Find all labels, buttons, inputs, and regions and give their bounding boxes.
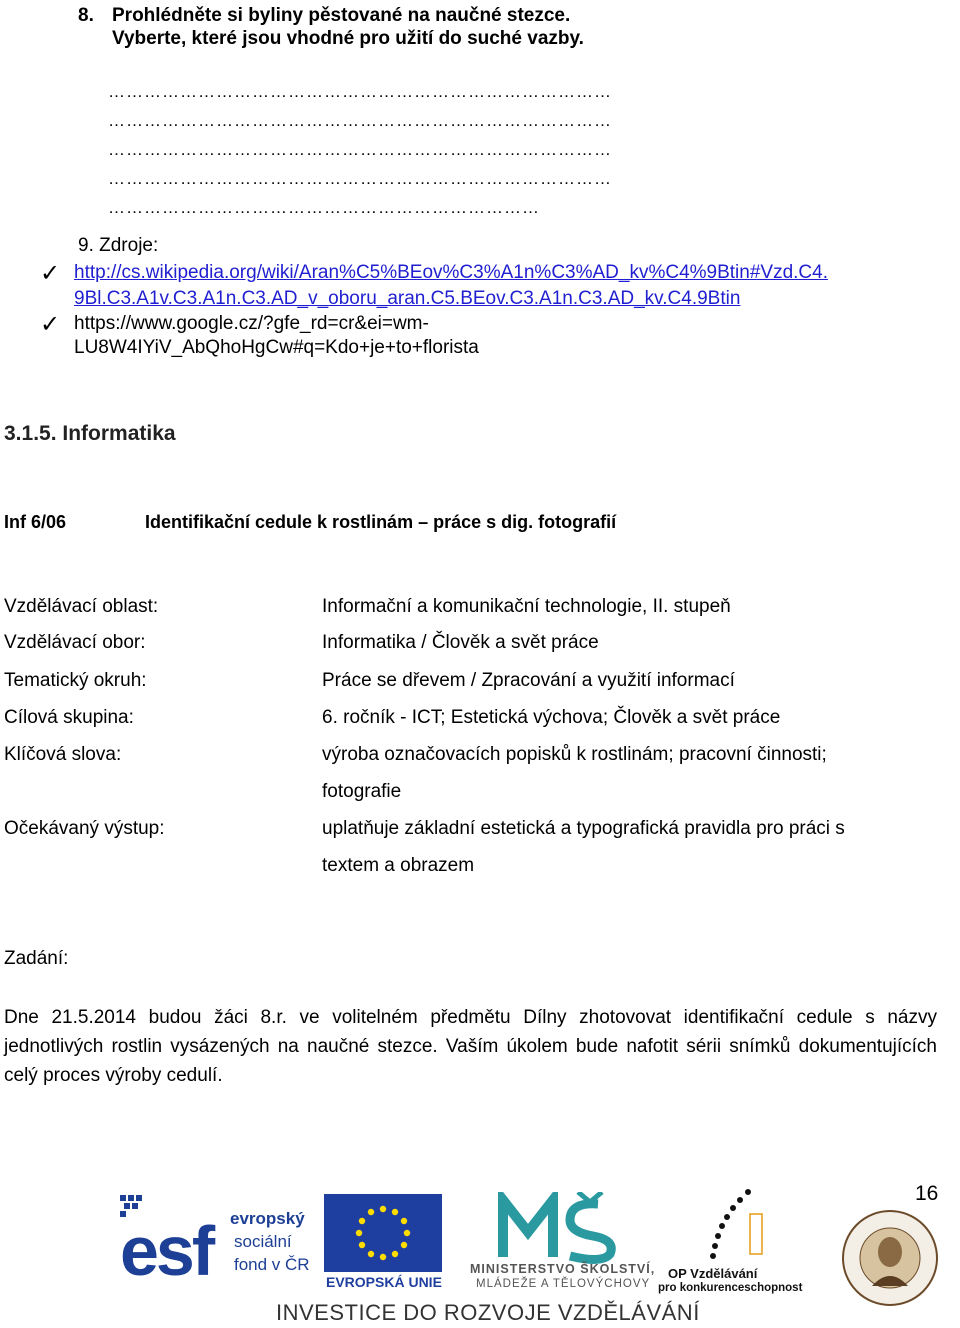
esf-logo <box>120 1195 320 1295</box>
esf-mark: esf <box>120 1212 213 1290</box>
meta-value-keywords: výroba označovacích popisků k rostlinám; pracovní činnosti; <box>322 744 827 765</box>
meta-value-expected-output-continued: textem a obrazem <box>322 855 475 876</box>
meta-value-keywords-continued: fotografie <box>322 781 402 802</box>
footer-slogan: INVESTICE DO ROZVOJE VZDĚLÁVÁNÍ <box>276 1300 700 1325</box>
esf-text-2: sociální <box>234 1232 292 1251</box>
eu-caption: EVROPSKÁ UNIE <box>326 1274 442 1290</box>
section-title: 3.1.5. Informatika <box>4 422 176 445</box>
check-icon: ✓ <box>40 311 61 338</box>
section-name: Identifikační cedule k rostlinám – práce s dig. fotografií <box>145 512 617 532</box>
check-icon: ✓ <box>40 260 61 287</box>
esf-text-3: fond v ČR <box>234 1255 310 1274</box>
meta-label-keywords: Klíčová slova: <box>4 744 122 765</box>
assignment-heading: Zadání: <box>4 948 69 969</box>
meta-label-expected-output: Očekávaný výstup: <box>4 818 165 839</box>
msmt-text-1: MINISTERSTVO ŠKOLSTVÍ, <box>470 1262 656 1276</box>
msmt-mark-icon <box>498 1192 628 1264</box>
sources-heading: 9. Zdroje: <box>78 235 159 256</box>
question-line-2: Vyberte, které jsou vhodné pro užití do suché vazby. <box>112 28 584 49</box>
source-link-1-continued[interactable]: 9Bl.C3.A1v.C3.A1n.C3.AD_v_oboru_aran.C5.BEov.C3.A1n.C3.AD_kv.C4.9Btin <box>74 288 741 309</box>
assignment-text: Dne 21.5.2014 budou žáci 8.r. ve volitelném předmětu Dílny zhotovovat identifikační cedule s názvy jednotlivých rostlin vysázených na naučné stezce. Vaším úkolem bude nafotit sérii snímků dokumentujících celý proces výroby cedulí. <box>4 1007 937 1086</box>
school-seal-icon <box>840 1208 940 1308</box>
op-text-1: OP Vzdělávání <box>668 1266 758 1281</box>
question-number: 8. <box>78 5 94 26</box>
meta-value-topic: Práce se dřevem / Zpracování a využití informací <box>322 670 735 691</box>
question-line-1: Prohlédněte si byliny pěstované na naučné stezce. <box>112 5 571 26</box>
source-link-2-continued[interactable]: LU8W4IYiV_AbQhoHgCw#q=Kdo+je+to+florista <box>74 337 479 358</box>
answer-dot-line: ………………………………………………………………………… <box>108 82 612 101</box>
answer-dot-line: ………………………………………………………………………… <box>108 140 612 159</box>
meta-value-target-group: 6. ročník - ICT; Estetická výchova; Člověk a svět práce <box>322 707 781 728</box>
meta-value-area: Informační a komunikační technologie, II. stupeň <box>322 596 731 617</box>
msmt-text-2: MLÁDEŽE A TĚLOVÝCHOVY <box>476 1278 651 1290</box>
source-link-1[interactable]: http://cs.wikipedia.org/wiki/Aran%C5%BEov%C3%A1n%C3%AD_kv%C4%9Btin#Vzd.C4. <box>74 262 828 283</box>
meta-value-expected-output: uplatňuje základní estetická a typografická pravidla pro práci s <box>322 818 845 839</box>
answer-dot-line: ………………………………………………………………………… <box>108 111 612 130</box>
eu-flag-icon <box>324 1194 442 1272</box>
meta-label-area: Vzdělávací oblast: <box>4 596 159 617</box>
answer-dot-line: ……………………………………………………………… <box>108 198 540 217</box>
meta-label-topic: Tematický okruh: <box>4 670 147 691</box>
section-code: Inf 6/06 <box>4 512 67 532</box>
source-link-2[interactable]: https://www.google.cz/?gfe_rd=cr&ei=wm- <box>74 313 429 334</box>
op-arc-icon <box>688 1186 768 1266</box>
answer-dot-line: ………………………………………………………………………… <box>108 169 612 188</box>
op-logo <box>658 1186 803 1296</box>
esf-text-1: evropský <box>230 1209 305 1228</box>
eu-logo <box>324 1194 444 1294</box>
meta-label-target-group: Cílová skupina: <box>4 707 134 728</box>
msmt-logo <box>470 1192 655 1292</box>
school-seal <box>840 1208 940 1308</box>
meta-value-subject: Informatika / Člověk a svět práce <box>322 632 599 653</box>
school-seal-ring <box>840 1208 841 1209</box>
meta-label-subject: Vzdělávací obor: <box>4 632 146 653</box>
page-number: 16 <box>915 1182 939 1205</box>
op-text-2: pro konkurenceschopnost <box>658 1282 803 1294</box>
